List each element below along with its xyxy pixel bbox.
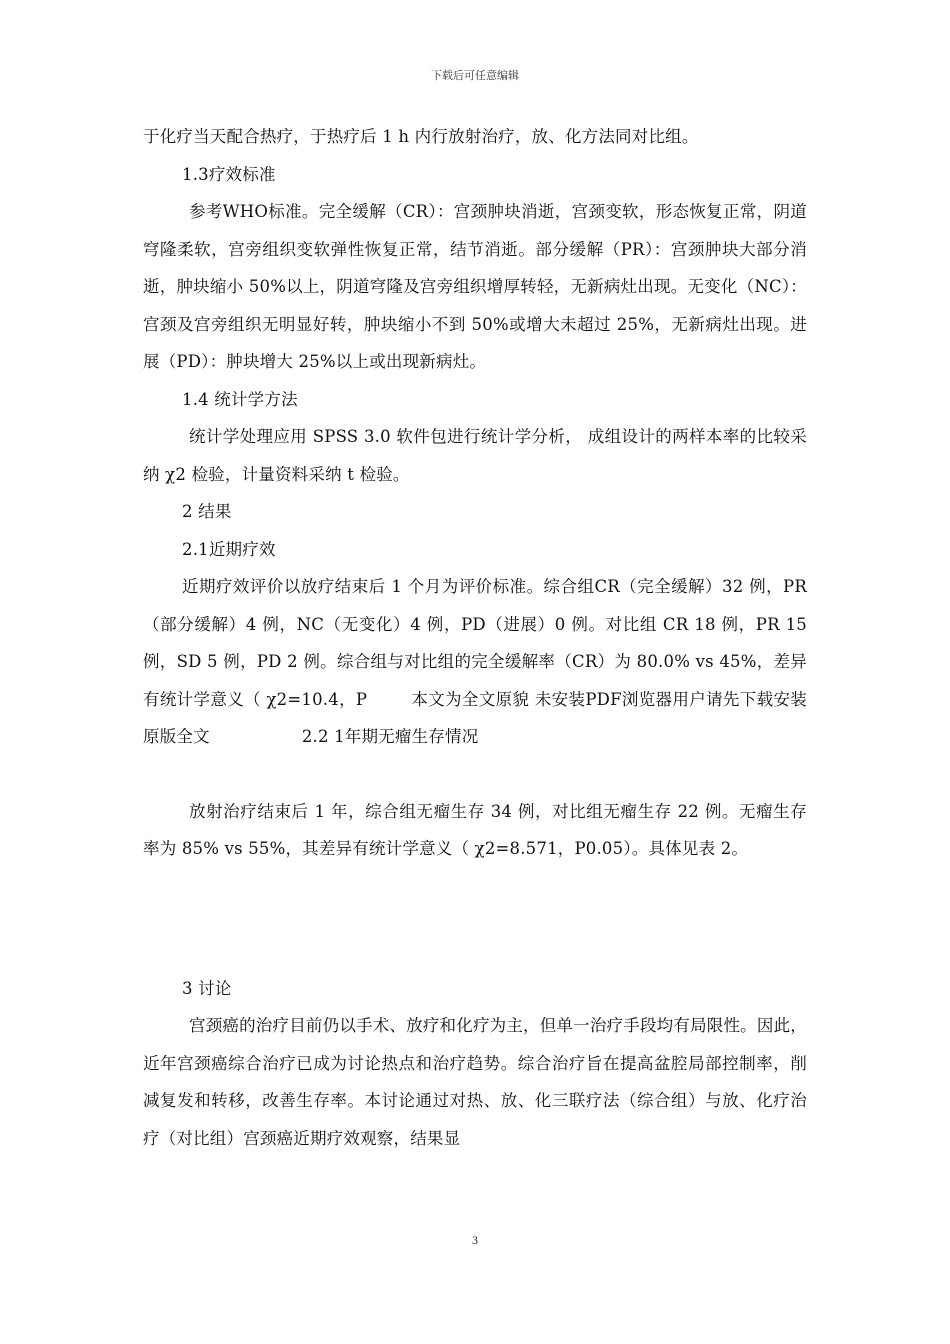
- document-body: [143, 118, 807, 1157]
- paragraph-tumor-free-survival: 放射治疗结束后 1 年，综合组无瘤生存 34 例，对比组无瘤生存 22 例。无瘤生存率为 85% vs 55%，其差异有统计学意义（ χ2=8.571，P0.05）。具体见表 2。: [143, 801, 807, 858]
- paragraph-discussion: 宫颈癌的治疗目前仍以手术、放疗和化疗为主，但单一治疗手段均有局限性。因此，近年宫颈癌综合治疗已成为讨论热点和治疗趋势。综合治疗旨在提高盆腔局部控制率，削减复发和转移，改善生存率。本讨论通过对热、放、化三联疗法（综合组）与放、化疗治疗（对比组）宫颈癌近期疗效观察，结果显: [143, 1016, 807, 1148]
- section-heading-2-2: 2.2 1年期无瘤生存情况: [301, 727, 479, 746]
- paragraph-treatment-method: 于化疗当天配合热疗，于热疗后 1 h 内行放射治疗，放、化方法同对比组。: [143, 127, 699, 146]
- section-heading-1-3: 1.3疗效标准: [182, 164, 276, 184]
- page-number: 3: [472, 1233, 478, 1247]
- page-header: 下载后可任意编辑: [431, 69, 519, 82]
- download-notice-link[interactable]: 本文为全文原貌 未安装PDF浏览器用户请先下载安装 原版全文: [143, 689, 807, 746]
- section-heading-1-4: 1.4 统计学方法: [182, 389, 298, 409]
- section-heading-2: 2 结果: [182, 502, 232, 521]
- section-heading-3: 3 讨论: [182, 978, 232, 998]
- paragraph-short-term-efficacy: [143, 568, 807, 756]
- paragraph-efficacy-criteria: 参考WHO标准。完全缓解（CR）：宫颈肿块消逝，宫颈变软，形态恢复正常，阴道穹隆柔软，宫旁组织变软弹性恢复正常，结节消逝。部分缓解（PR）：宫颈肿块大部分消逝，肿块缩小 50%以上，阴道穹隆及宫旁组织增厚转轻，无新病灶出现。无变化（NC）：宫颈及宫旁组织无明显好转，肿块缩小不到 50%或增大未超过 25%，无新病灶出现。进展（PD）：肿块增大 25%以上或出现新病灶。: [143, 202, 807, 371]
- section-heading-2-1: 2.1近期疗效: [182, 539, 276, 559]
- paragraph-statistics: 统计学处理应用 SPSS 3.0 软件包进行统计学分析， 成组设计的两样本率的比较采纳 χ2 检验，计量资料采纳 t 检验。: [143, 427, 807, 484]
- efficacy-text: 近期疗效评价以放疗结束后 1 个月为评价标准。综合组CR（完全缓解）32 例，PR（部分缓解）4 例，NC（无变化）4 例，PD（进展）0 例。对比组 CR 18 例，PR 15 例，SD 5 例，PD 2 例。综合组与对比组的完全缓解率（CR）为 80.0% vs 45%，差异有统计学意义（ χ2=10.4，P: [143, 577, 807, 709]
